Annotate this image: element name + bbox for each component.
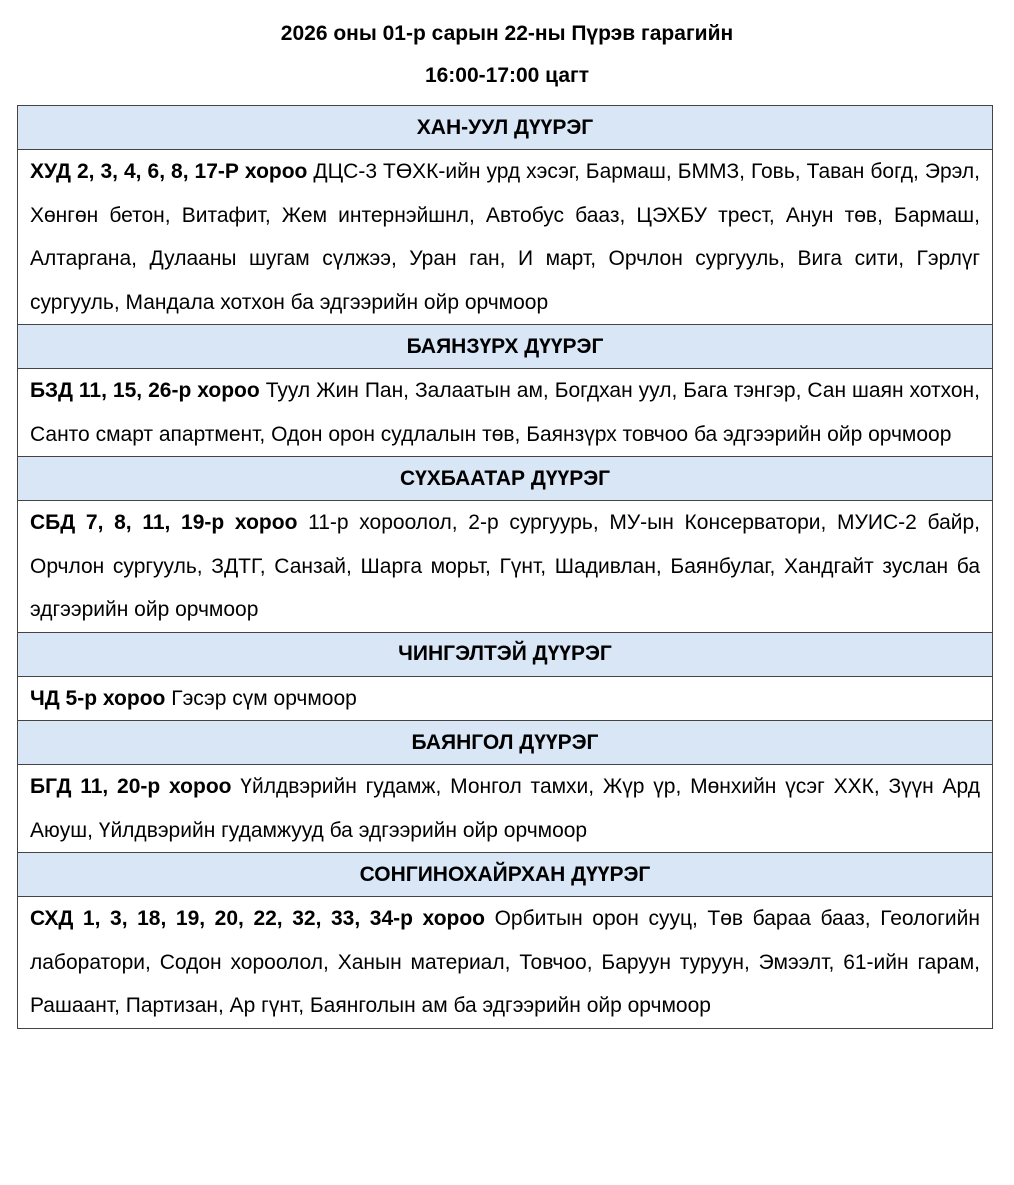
- district-header: СОНГИНОХАЙРХАН ДҮҮРЭГ: [18, 853, 993, 897]
- district-header: БАЯНЗҮРХ ДҮҮРЭГ: [18, 325, 993, 369]
- khoroo-list: СХД 1, 3, 18, 19, 20, 22, 32, 33, 34-р хороо: [30, 907, 485, 930]
- khoroo-list: БЗД 11, 15, 26-р хороо: [30, 379, 260, 402]
- khoroo-list: СБД 7, 8, 11, 19-р хороо: [30, 511, 298, 534]
- places-list: Үйлдвэрийн гудамж, Монгол тамхи, Жүр үр, Мөнхийн үсэг ХХК, Зүүн Ард Аюуш, Үйлдвэрийн гудамжууд ба эдгээрийн ойр орчмоор: [30, 775, 980, 842]
- district-header: ХАН-УУЛ ДҮҮРЭГ: [18, 106, 993, 150]
- time-range: 16:00-17:00 цагт: [424, 64, 590, 87]
- district-header: ЧИНГЭЛТЭЙ ДҮҮРЭГ: [18, 632, 993, 676]
- document-title: 2026 оны 01-р сарын 22-ны Пүрэв гарагийн: [280, 22, 734, 45]
- district-details: [18, 369, 993, 457]
- district-details: [18, 765, 993, 853]
- district-header: БАЯНГОЛ ДҮҮРЭГ: [18, 721, 993, 765]
- district-details: [18, 150, 993, 325]
- district-details: [18, 501, 993, 633]
- khoroo-list: ЧД 5-р хороо: [30, 686, 166, 710]
- places-list: 11-р хороолол, 2-р сургуурь, МУ-ын Консерватори, МУИС-2 байр, Орчлон сургууль, ЗДТГ, Санзай, Шарга морьт, Гүнт, Шадивлан, Баянбулаг, Хандгайт зуслан ба эдгээрийн ойр орчмоор: [30, 511, 980, 621]
- places-list: Гэсэр сүм орчмоор: [171, 686, 357, 710]
- khoroo-list: ХУД 2, 3, 4, 6, 8, 17-Р хороо: [30, 160, 308, 183]
- outage-schedule-table: [17, 105, 993, 1029]
- district-details: [18, 676, 993, 721]
- places-list: Орбитын орон сууц, Төв бараа бааз, Геологийн лаборатори, Содон хороолол, Ханын материал, Товчоо, Баруун туруун, Эмээлт, 61-ийн гарам, Рашаант, Партизан, Ар гүнт, Баянголын ам ба эдгээрийн ойр орчмоор: [30, 907, 980, 1017]
- khoroo-list: БГД 11, 20-р хороо: [30, 775, 232, 798]
- places-list: ДЦС-3 ТӨХК-ийн урд хэсэг, Бармаш, БММЗ, Говь, Таван богд, Эрэл, Хөнгөн бетон, Витафит, Жем интернэйшнл, Автобус бааз, ЦЭХБУ трест, Анун төв, Бармаш, Алтаргана, Дулааны шугам сүлжээ, Уран ган, И март, Орчлон сургууль, Вига сити, Гэрлүг сургууль, Мандала хотхон ба эдгээрийн ойр орчмоор: [30, 160, 980, 314]
- places-list: Туул Жин Пан, Залаатын ам, Богдхан уул, Бага тэнгэр, Сан шаян хотхон, Санто смарт апартмент, Одон орон судлалын төв, Баянзүрх товчоо ба эдгээрийн ойр орчмоор: [30, 379, 980, 446]
- district-header: СҮХБААТАР ДҮҮРЭГ: [18, 457, 993, 501]
- district-details: [18, 897, 993, 1029]
